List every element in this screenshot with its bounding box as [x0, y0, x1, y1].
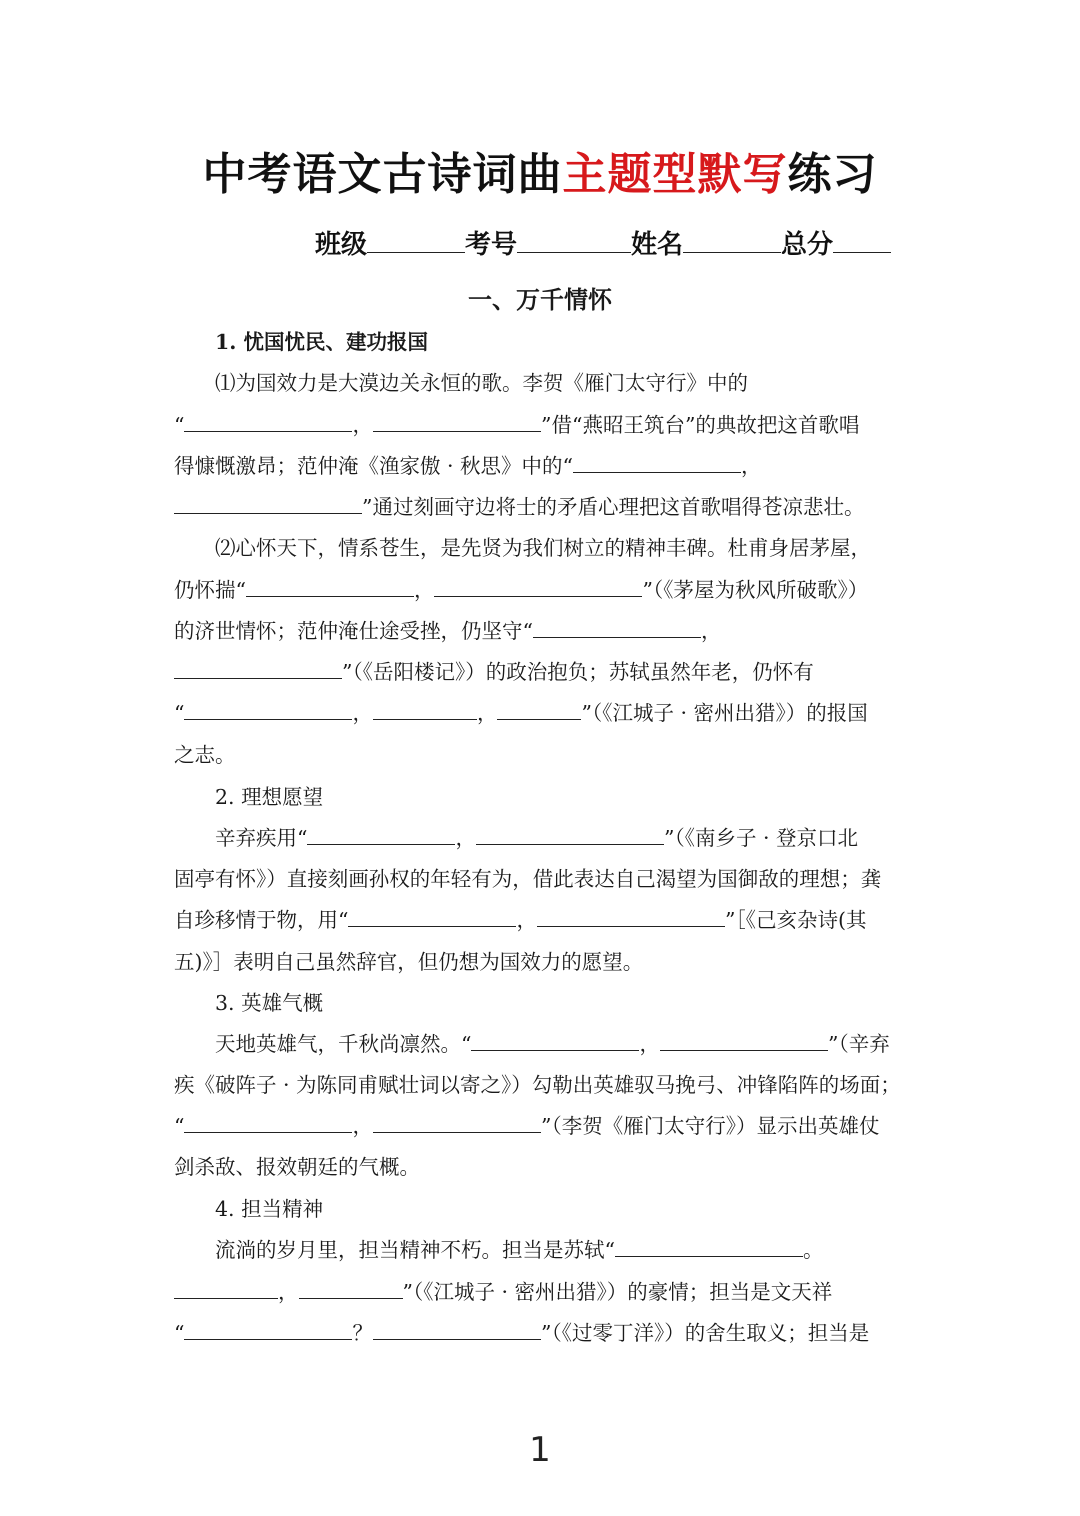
class-blank[interactable]: [367, 226, 465, 253]
answer-blank[interactable]: [373, 1319, 541, 1340]
answer-blank[interactable]: [373, 1112, 541, 1133]
title-part-3: 练习: [787, 149, 878, 200]
score-blank[interactable]: [833, 226, 891, 253]
answer-blank[interactable]: [299, 1278, 403, 1299]
question-1-line-4: ”通过刻画守边将士的矛盾心理把这首歌唱得苍凉悲壮。: [174, 492, 914, 522]
answer-blank[interactable]: [497, 699, 581, 720]
para-3-line-2: 疾《破阵子 · 为陈同甫赋壮词以寄之》）勾勒出英雄驭马挽弓、冲锋陷阵的场面；: [174, 1073, 901, 1097]
answer-blank[interactable]: [476, 824, 664, 845]
answer-blank[interactable]: [533, 617, 701, 638]
answer-blank[interactable]: [246, 576, 414, 597]
answer-blank[interactable]: [184, 1319, 352, 1340]
heading-1: 1. 忧国忧民、建功报国: [215, 330, 429, 354]
number-blank[interactable]: [517, 226, 631, 253]
answer-blank[interactable]: [615, 1236, 803, 1257]
answer-blank[interactable]: [373, 699, 477, 720]
question-2-line-1: ⑵心怀天下，情系苍生，是先贤为我们树立的精神丰碑。杜甫身居茅屋，: [215, 536, 871, 560]
question-2-line-5: “ ， ， ”（《江城子 · 密州出猎》）的报国: [174, 701, 868, 725]
name-blank[interactable]: [683, 226, 781, 253]
question-2-line-6: 之志。: [174, 743, 236, 767]
para-2-line-4: 五)》］表明自己虽然辞官，但仍想为国效力的愿望。: [174, 950, 644, 974]
question-1-line-3: 得慷慨激昂；范仲淹《渔家傲 · 秋思》中的“ ，: [174, 454, 762, 478]
answer-blank[interactable]: [307, 824, 455, 845]
answer-blank[interactable]: [184, 411, 352, 432]
para-2-line-3: 自珍移情于物，用“ ， ”［《己亥杂诗(其: [174, 908, 867, 932]
para-3-line-3: “ ， ”（李贺《雁门太守行》）显示出英雄仗: [174, 1114, 880, 1138]
number-label: 考号: [465, 230, 518, 260]
question-2-line-2: 仍怀揣“ ， ”（《茅屋为秋风所破歌》）: [174, 578, 869, 602]
answer-blank[interactable]: [373, 411, 541, 432]
para-4-line-1: 流淌的岁月里，担当精神不朽。担当是苏轼“ 。: [215, 1238, 824, 1262]
para-4-line-3: “ ？ ”（《过零丁洋》）的舍生取义；担当是: [174, 1321, 870, 1345]
heading-3: 3. 英雄气概: [215, 991, 324, 1015]
title-highlight: 主题型默写: [562, 149, 788, 200]
answer-blank[interactable]: [660, 1030, 828, 1051]
answer-blank[interactable]: [174, 493, 362, 514]
section-heading: 一、万千情怀: [468, 285, 612, 314]
answer-blank[interactable]: [434, 576, 642, 597]
para-3-line-1: 天地英雄气，千秋尚凛然。“ ， ”（辛弃: [215, 1032, 890, 1056]
heading-2: 2. 理想愿望: [215, 785, 324, 809]
para-2-line-1: 辛弃疾用“ ， ”（《南乡子 · 登京口北: [215, 826, 859, 850]
score-label: 总分: [781, 230, 834, 260]
para-4-line-2: ， ”（《江城子 · 密州出猎》）的豪情；担当是文天祥: [174, 1277, 914, 1307]
question-1-line-2: “ ， ”借“燕昭王筑台”的典故把这首歌唱: [174, 413, 860, 437]
answer-blank[interactable]: [573, 452, 741, 473]
page-number: 1: [529, 1430, 551, 1470]
question-2-line-3: 的济世情怀；范仲淹仕途受挫，仍坚守“ ，: [174, 619, 722, 643]
heading-4: 4. 担当精神: [215, 1197, 324, 1221]
para-2-line-2: 固亭有怀》）直接刻画孙权的年轻有为，借此表达自己渴望为国御敌的理想；龚: [174, 867, 882, 891]
question-1-line-1: ⑴为国效力是大漠边关永恒的歌。李贺《雁门太守行》中的: [215, 371, 748, 395]
question-2-line-4: ”（《岳阳楼记》）的政治抱负；苏轼虽然年老，仍怀有: [174, 657, 914, 687]
answer-blank[interactable]: [174, 658, 342, 679]
answer-blank[interactable]: [174, 1278, 278, 1299]
class-label: 班级: [315, 230, 368, 260]
title-part-1: 中考语文古诗词曲: [202, 149, 563, 200]
answer-blank[interactable]: [184, 699, 352, 720]
answer-blank[interactable]: [537, 906, 725, 927]
page-title: [0, 138, 1080, 202]
answer-blank[interactable]: [184, 1112, 352, 1133]
para-3-line-4: 剑杀敌、报效朝廷的气概。: [174, 1155, 420, 1179]
name-label: 姓名: [631, 230, 684, 260]
student-info-row: [315, 224, 915, 261]
answer-blank[interactable]: [471, 1030, 639, 1051]
answer-blank[interactable]: [348, 906, 516, 927]
